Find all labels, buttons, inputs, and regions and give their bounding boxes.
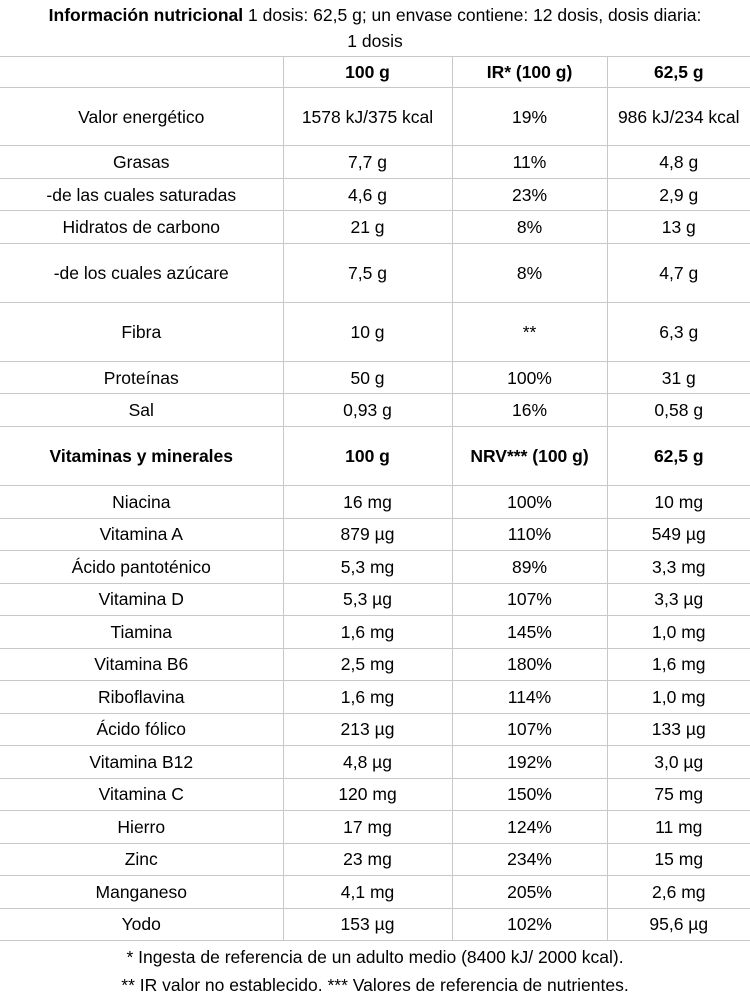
vitamin-name: Vitamina B12 [0,746,283,779]
nutrient-ir: 8% [452,244,607,303]
nutrient-value-100g: 10 g [283,303,452,362]
vitamin-value-serving: 1,0 mg [607,681,750,714]
nutrient-ir: 19% [452,88,607,146]
vitamin-value-serving: 2,6 mg [607,876,750,909]
vitamin-value-100g: 153 µg [283,908,452,941]
nutrient-value-serving: 13 g [607,211,750,244]
vitamin-nrv: 234% [452,843,607,876]
vitamin-name: Riboflavina [0,681,283,714]
nutrient-name: Fibra [0,303,283,362]
table-row [0,778,750,811]
vitamin-name: Vitamina A [0,518,283,551]
vitamin-nrv: 192% [452,746,607,779]
vitamin-name: Yodo [0,908,283,941]
table-row [0,211,750,244]
vitamin-value-100g: 2,5 mg [283,648,452,681]
table-row [0,811,750,844]
nutrition-header [0,0,750,54]
nutrient-ir: 8% [452,211,607,244]
vitamin-nrv: 205% [452,876,607,909]
nutrient-value-serving: 0,58 g [607,394,750,427]
vitamin-name: Tiamina [0,616,283,649]
table-row [0,713,750,746]
vitamin-value-100g: 4,8 µg [283,746,452,779]
header-line-2: 1 dosis [347,31,403,51]
vitamin-value-100g: 120 mg [283,778,452,811]
nutrient-value-100g: 0,93 g [283,394,452,427]
nutrient-value-100g: 7,7 g [283,146,452,179]
footnote-ir: * Ingesta de referencia de un adulto medio (8400 kJ/ 2000 kcal). [126,947,624,967]
vitamin-nrv: 145% [452,616,607,649]
table-row [0,648,750,681]
nutrient-name: -de los cuales azúcare [0,244,283,303]
vitamin-name: Hierro [0,811,283,844]
vitamin-value-serving: 95,6 µg [607,908,750,941]
vitamin-value-serving: 75 mg [607,778,750,811]
table-row [0,394,750,427]
vitamins-header-cell-nrv: NRV*** (100 g) [452,427,607,486]
vitamin-nrv: 114% [452,681,607,714]
table-row [0,616,750,649]
vitamin-value-serving: 3,3 mg [607,551,750,584]
nutrition-table [0,56,750,941]
vitamin-nrv: 124% [452,811,607,844]
footer-notes [0,941,750,999]
vitamin-value-100g: 4,1 mg [283,876,452,909]
nutrient-value-serving: 986 kJ/234 kcal [607,88,750,146]
nutrient-value-serving: 31 g [607,362,750,394]
nutrient-name: -de las cuales saturadas [0,179,283,211]
nutrient-name: Valor energético [0,88,283,146]
table-row [0,583,750,616]
table-row [0,681,750,714]
vitamin-name: Zinc [0,843,283,876]
table-row [0,303,750,362]
vitamin-value-serving: 11 mg [607,811,750,844]
header-line-1 [0,2,750,28]
header-cell-nutrient [0,57,283,88]
nutrient-ir: 11% [452,146,607,179]
vitamin-nrv: 102% [452,908,607,941]
vitamin-value-100g: 879 µg [283,518,452,551]
vitamin-name: Manganeso [0,876,283,909]
nutrient-value-100g: 7,5 g [283,244,452,303]
vitamin-nrv: 107% [452,583,607,616]
vitamin-value-serving: 10 mg [607,486,750,519]
table-row [0,179,750,211]
vitamin-name: Ácido pantoténico [0,551,283,584]
table-row [0,551,750,584]
nutrient-name: Proteínas [0,362,283,394]
vitamin-nrv: 110% [452,518,607,551]
vitamin-value-100g: 16 mg [283,486,452,519]
nutrient-value-100g: 4,6 g [283,179,452,211]
nutrient-value-100g: 21 g [283,211,452,244]
nutrient-ir: 16% [452,394,607,427]
vitamin-value-serving: 1,6 mg [607,648,750,681]
vitamin-value-100g: 23 mg [283,843,452,876]
table-header-row [0,57,750,88]
table-row [0,876,750,909]
vitamin-value-serving: 3,0 µg [607,746,750,779]
vitamin-nrv: 107% [452,713,607,746]
nutrient-value-serving: 4,7 g [607,244,750,303]
table-row [0,88,750,146]
vitamins-header-cell-name: Vitaminas y minerales [0,427,283,486]
vitamin-name: Vitamina B6 [0,648,283,681]
nutrient-value-100g: 50 g [283,362,452,394]
vitamin-value-serving: 133 µg [607,713,750,746]
vitamin-value-100g: 5,3 mg [283,551,452,584]
vitamin-value-serving: 549 µg [607,518,750,551]
nutrient-name: Grasas [0,146,283,179]
table-row [0,843,750,876]
table-row [0,908,750,941]
footnote-nrv: ** IR valor no establecido. *** Valores de referencia de nutrientes. [121,975,629,995]
vitamin-value-100g: 5,3 µg [283,583,452,616]
vitamins-header-cell-per-100g: 100 g [283,427,452,486]
table-row [0,146,750,179]
vitamin-value-serving: 15 mg [607,843,750,876]
table-row [0,362,750,394]
vitamin-nrv: 180% [452,648,607,681]
vitamin-name: Niacina [0,486,283,519]
nutrient-value-serving: 4,8 g [607,146,750,179]
nutrient-ir: ** [452,303,607,362]
vitamins-header-row [0,427,750,486]
vitamin-value-100g: 1,6 mg [283,616,452,649]
vitamin-value-100g: 1,6 mg [283,681,452,714]
nutrient-name: Sal [0,394,283,427]
nutrient-ir: 100% [452,362,607,394]
table-row [0,244,750,303]
vitamin-name: Vitamina D [0,583,283,616]
nutrient-ir: 23% [452,179,607,211]
vitamin-name: Vitamina C [0,778,283,811]
nutrient-value-serving: 2,9 g [607,179,750,211]
header-serving-info: 1 dosis: 62,5 g; un envase contiene: 12 dosis, dosis diaria: [243,5,702,25]
vitamin-value-100g: 17 mg [283,811,452,844]
vitamin-name: Ácido fólico [0,713,283,746]
table-row [0,518,750,551]
table-row [0,486,750,519]
vitamins-header-cell-per-serving: 62,5 g [607,427,750,486]
vitamin-value-100g: 213 µg [283,713,452,746]
vitamin-rows [0,486,750,941]
vitamin-nrv: 150% [452,778,607,811]
header-cell-per-serving: 62,5 g [607,57,750,88]
header-title: Información nutricional [48,5,244,25]
vitamin-value-serving: 3,3 µg [607,583,750,616]
header-cell-per-100g: 100 g [283,57,452,88]
nutrient-value-serving: 6,3 g [607,303,750,362]
nutrient-name: Hidratos de carbono [0,211,283,244]
vitamin-nrv: 100% [452,486,607,519]
vitamin-nrv: 89% [452,551,607,584]
nutrient-value-100g: 1578 kJ/375 kcal [283,88,452,146]
header-cell-ir: IR* (100 g) [452,57,607,88]
table-row [0,746,750,779]
vitamin-value-serving: 1,0 mg [607,616,750,649]
